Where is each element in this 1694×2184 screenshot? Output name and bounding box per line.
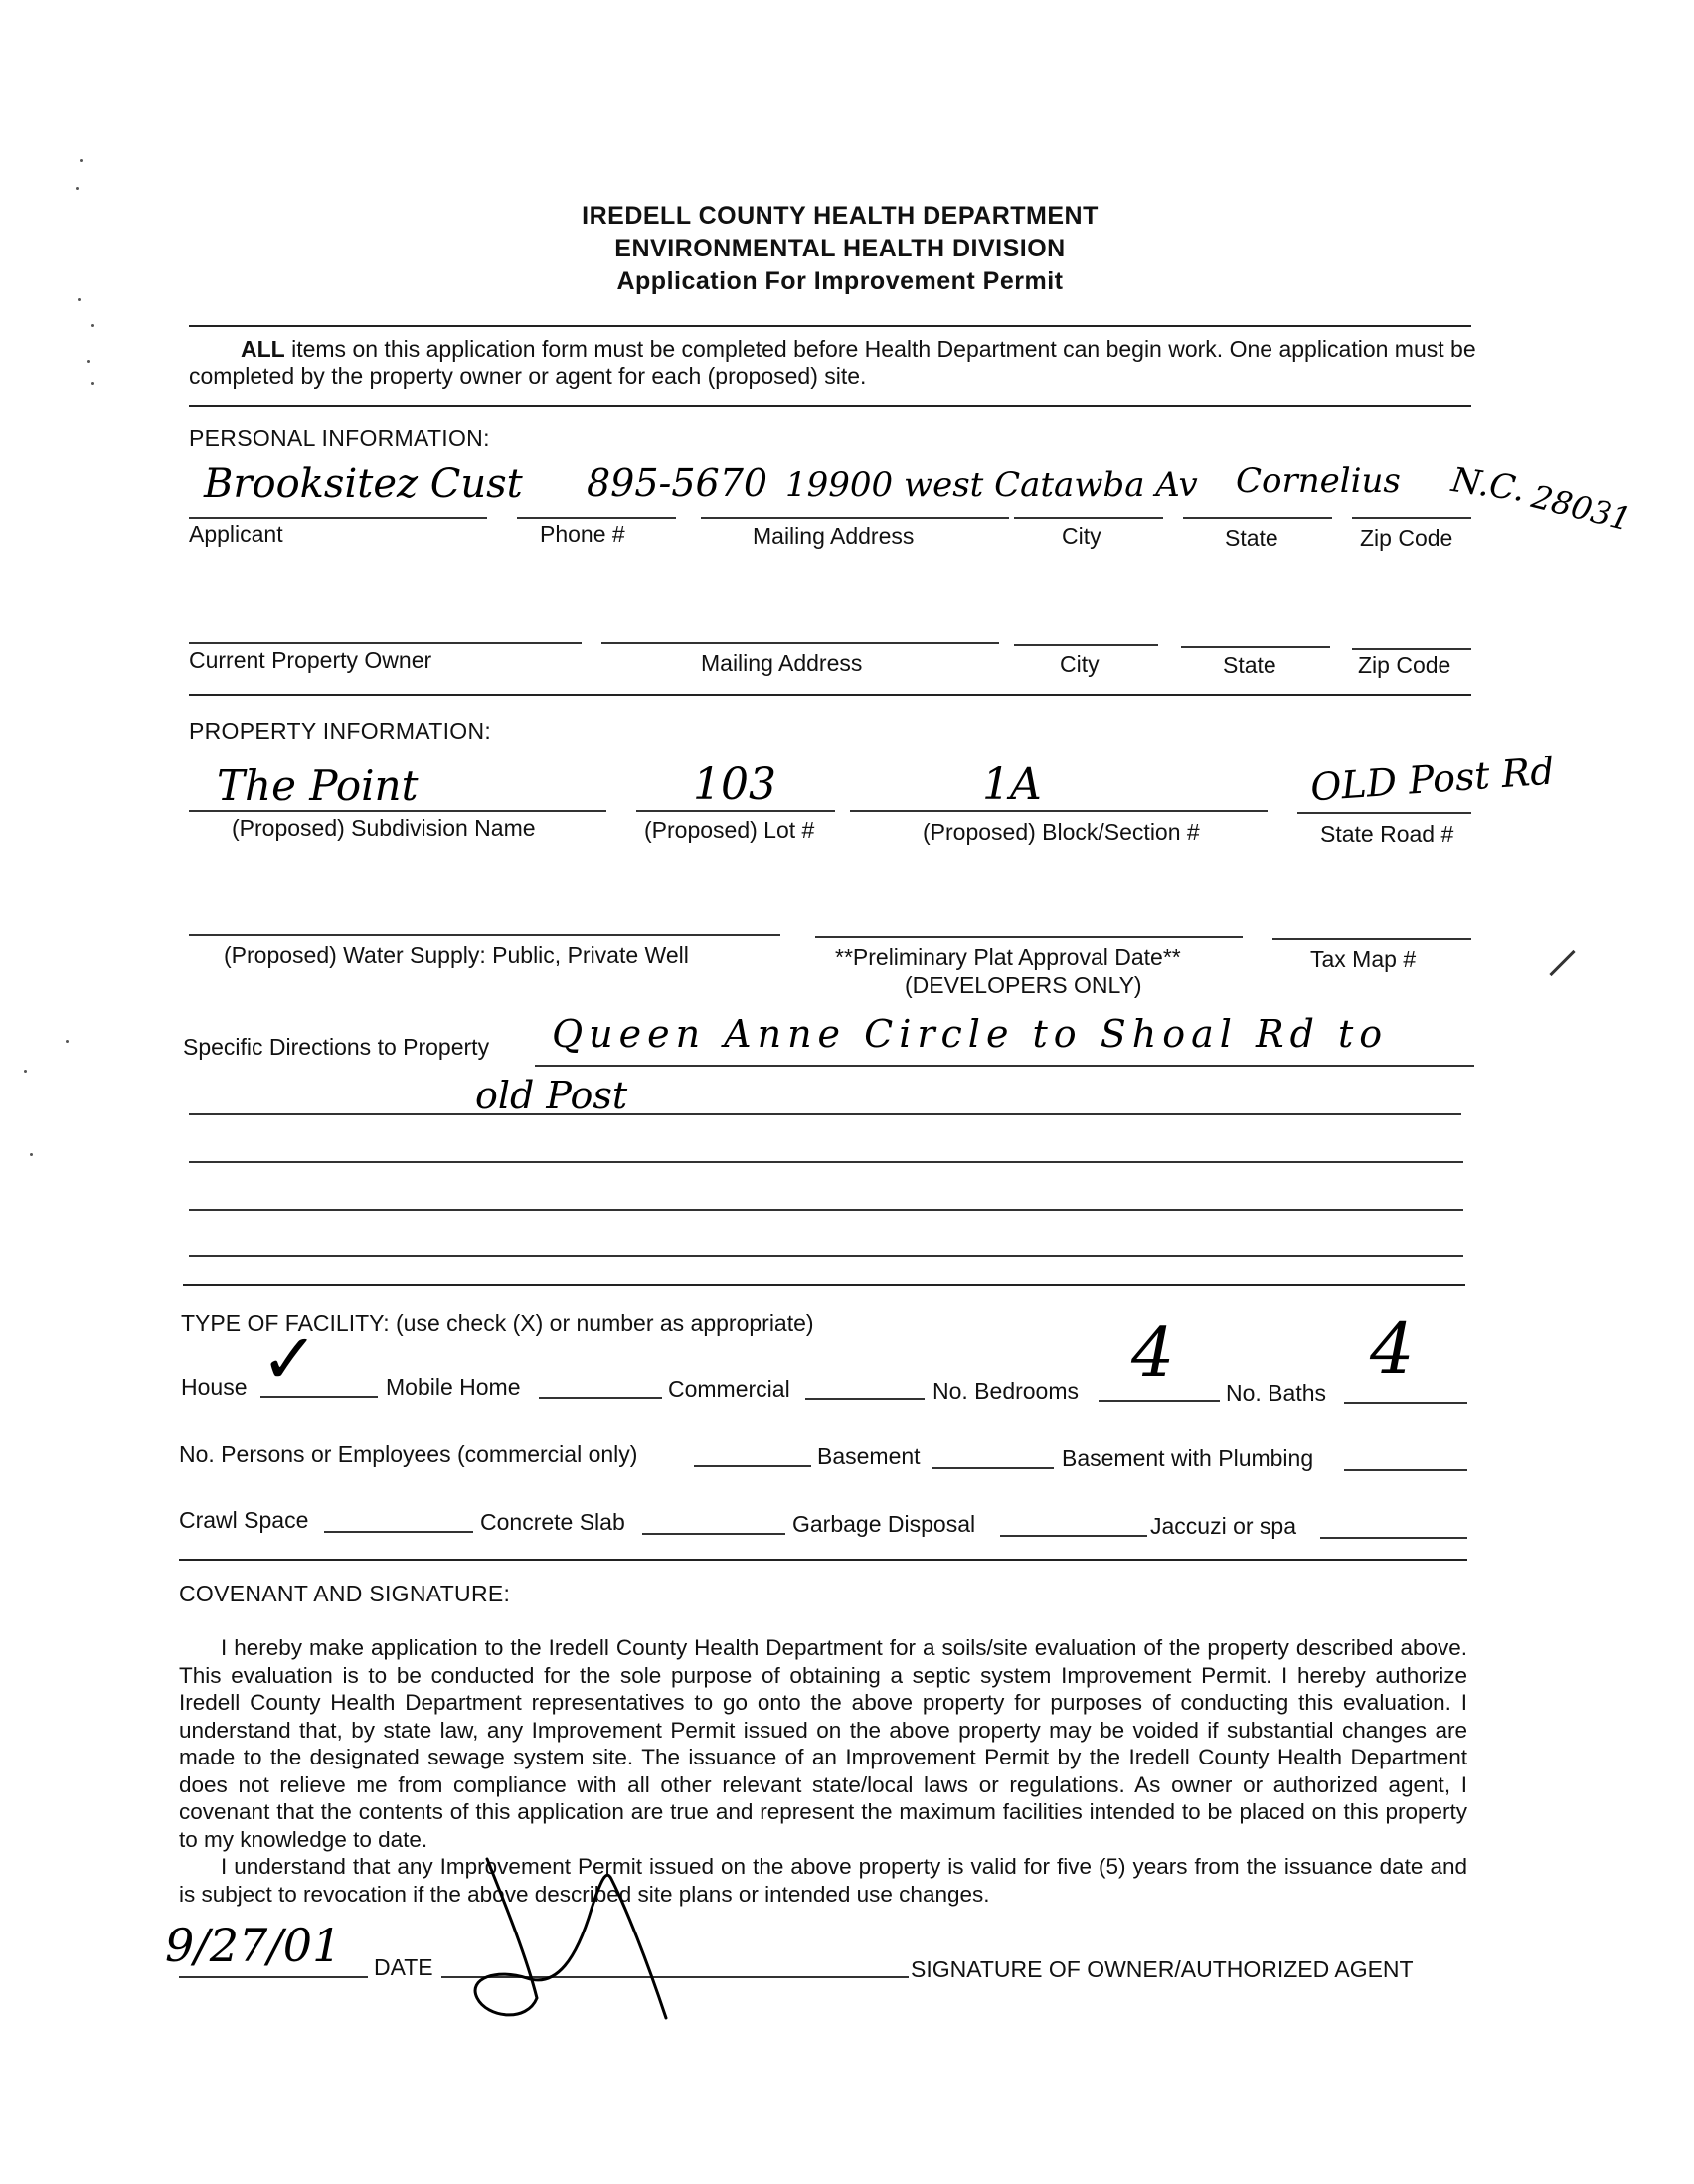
date-line[interactable] [179, 1976, 368, 1978]
water-line [189, 934, 780, 936]
slab-label: Concrete Slab [480, 1509, 625, 1535]
city-value[interactable]: Cornelius [1236, 461, 1401, 501]
subdivision-line [189, 810, 606, 812]
owner-line [189, 642, 582, 644]
margin-speck [66, 1040, 69, 1043]
basement-line[interactable] [932, 1467, 1054, 1469]
plat-line [815, 936, 1243, 938]
mobile-line[interactable] [539, 1397, 662, 1399]
directions-line-1 [535, 1065, 1474, 1067]
owner-mailing-line [601, 642, 999, 644]
bedrooms-line[interactable] [1099, 1400, 1220, 1402]
road-label: State Road # [1320, 821, 1454, 847]
property-heading: PROPERTY INFORMATION: [189, 718, 492, 744]
directions-label: Specific Directions to Property [183, 1034, 490, 1060]
water-label: (Proposed) Water Supply: Public, Private Well [224, 942, 689, 968]
owner-mailing-label: Mailing Address [701, 650, 863, 676]
crawl-label: Crawl Space [179, 1507, 309, 1533]
jaccuzi-label: Jaccuzi or spa [1150, 1513, 1297, 1539]
phone-value[interactable]: 895-5670 [587, 461, 768, 505]
stray-pen-mark [1549, 950, 1575, 976]
applicant-label: Applicant [189, 521, 283, 547]
applicant-value[interactable]: Brooksitez Cust [204, 461, 523, 507]
personal-divider [189, 694, 1471, 696]
road-line [1297, 812, 1471, 814]
state-line [1183, 517, 1332, 519]
state-value[interactable]: N.C. [1448, 460, 1528, 510]
owner-label: Current Property Owner [189, 647, 432, 673]
margin-speck [80, 159, 83, 162]
block-label: (Proposed) Block/Section # [923, 819, 1200, 845]
margin-speck [76, 187, 79, 190]
subdivision-label: (Proposed) Subdivision Name [232, 815, 536, 841]
date-value[interactable]: 9/27/01 [165, 1919, 342, 1972]
directions-line-2 [189, 1113, 1461, 1115]
property-divider [183, 1284, 1465, 1286]
directions-line-3 [189, 1161, 1463, 1163]
persons-label: No. Persons or Employees (commercial only) [179, 1441, 638, 1467]
header-divider [189, 325, 1471, 327]
applicant-line [189, 517, 487, 519]
mailing-line [701, 517, 1009, 519]
margin-speck [91, 382, 94, 385]
house-label: House [181, 1374, 248, 1400]
zip-line [1352, 517, 1471, 519]
garbage-line[interactable] [1000, 1535, 1147, 1537]
directions-line-5 [189, 1255, 1463, 1257]
owner-state-line [1181, 646, 1330, 648]
margin-speck [91, 324, 94, 327]
division-title: ENVIRONMENTAL HEALTH DIVISION [614, 235, 1066, 262]
bedrooms-value[interactable]: 4 [1131, 1314, 1175, 1393]
covenant-paragraph-2: I understand that any Improvement Permit issued on the above property is valid for five (5) years from the issuance date and is subject to revocation if the above described site plans or intended use changes. [179, 1854, 1467, 1907]
mobile-label: Mobile Home [386, 1374, 521, 1400]
directions-line-4 [189, 1209, 1463, 1211]
date-label: DATE [374, 1954, 433, 1980]
block-value[interactable]: 1A [982, 759, 1042, 810]
taxmap-label: Tax Map # [1310, 946, 1417, 972]
taxmap-line [1272, 938, 1471, 940]
phone-line [517, 517, 676, 519]
personal-heading: PERSONAL INFORMATION: [189, 425, 490, 451]
mailing-value[interactable]: 19900 west Catawba Av [785, 465, 1198, 505]
signature-scribble [467, 1849, 726, 2028]
intro-text [189, 336, 1481, 390]
margin-speck [30, 1153, 33, 1156]
covenant-heading: COVENANT AND SIGNATURE: [179, 1581, 511, 1606]
state-label: State [1225, 525, 1278, 551]
persons-line[interactable] [694, 1465, 811, 1467]
basement-label: Basement [817, 1443, 921, 1469]
city-label: City [1062, 523, 1101, 549]
baths-line[interactable] [1344, 1402, 1467, 1404]
covenant-paragraph-1: I hereby make application to the Iredell County Health Department for a soils/site evaluation of the property described above. This evaluation is to be conducted for the sole purpose of obtaining a septic system Improvement Permit. I hereby authorize Iredell County Health Department representatives to go onto the above property for purposes of conducting this evaluation. I understand that, by state law, any Improvement Permit issued on the above property may be voided if substantial changes are made to the designated sewage system site. The issuance of an Improvement Permit by the Iredell County Health Department does not relieve me from compliance with all other relevant state/local laws or regulations. As owner or authorized agent, I covenant that the contents of this application are true and represent the maximum facilities intended to be placed on this property to my knowledge to date. [179, 1635, 1467, 1852]
covenant-text [179, 1634, 1467, 1908]
crawl-line[interactable] [324, 1531, 473, 1533]
mailing-label: Mailing Address [753, 523, 915, 549]
zip-value[interactable]: 28031 [1527, 477, 1635, 539]
owner-city-line [1014, 644, 1158, 646]
plat-label: **Preliminary Plat Approval Date** [835, 944, 1181, 970]
road-value[interactable]: OLD Post Rd [1308, 749, 1556, 810]
margin-speck [24, 1070, 27, 1073]
basement-plumbing-line[interactable] [1344, 1469, 1467, 1471]
phone-label: Phone # [540, 521, 625, 547]
department-title: IREDELL COUNTY HEALTH DEPARTMENT [582, 202, 1099, 230]
zip-label: Zip Code [1360, 525, 1453, 551]
form-title: Application For Improvement Permit [616, 267, 1064, 295]
signature-label: SIGNATURE OF OWNER/AUTHORIZED AGENT [911, 1956, 1414, 1982]
subdivision-value[interactable]: The Point [217, 761, 419, 810]
owner-city-label: City [1060, 651, 1100, 677]
baths-label: No. Baths [1226, 1380, 1326, 1406]
lot-value[interactable]: 103 [693, 759, 776, 810]
owner-zip-line [1352, 648, 1471, 650]
baths-value[interactable]: 4 [1370, 1308, 1415, 1390]
margin-speck [78, 298, 81, 301]
bedrooms-label: No. Bedrooms [932, 1378, 1080, 1404]
lot-line [636, 810, 835, 812]
directions-line1-value[interactable]: Queen Anne Circle to Shoal Rd to [552, 1012, 1389, 1056]
facility-heading: TYPE OF FACILITY: (use check (X) or number as appropriate) [181, 1310, 814, 1336]
owner-zip-label: Zip Code [1358, 652, 1451, 678]
garbage-label: Garbage Disposal [792, 1511, 976, 1537]
intro-bold: ALL [241, 336, 285, 362]
jaccuzi-line[interactable] [1320, 1537, 1467, 1539]
house-check[interactable]: ✓ [260, 1318, 319, 1400]
basement-plumbing-label: Basement with Plumbing [1062, 1445, 1314, 1471]
facility-divider [179, 1559, 1467, 1561]
intro-divider [189, 405, 1471, 407]
plat-sub-label: (DEVELOPERS ONLY) [905, 972, 1142, 998]
slab-line[interactable] [642, 1533, 785, 1535]
commercial-line[interactable] [805, 1398, 925, 1400]
directions-line2-value[interactable]: old Post [475, 1074, 628, 1117]
owner-state-label: State [1223, 652, 1276, 678]
city-line [1014, 517, 1163, 519]
margin-speck [87, 360, 90, 363]
commercial-label: Commercial [668, 1376, 790, 1402]
block-line [850, 810, 1268, 812]
lot-label: (Proposed) Lot # [644, 817, 815, 843]
intro-body: items on this application form must be completed before Health Department can begin work. One application must be completed by the property owner or agent for each (proposed) site. [189, 336, 1476, 389]
